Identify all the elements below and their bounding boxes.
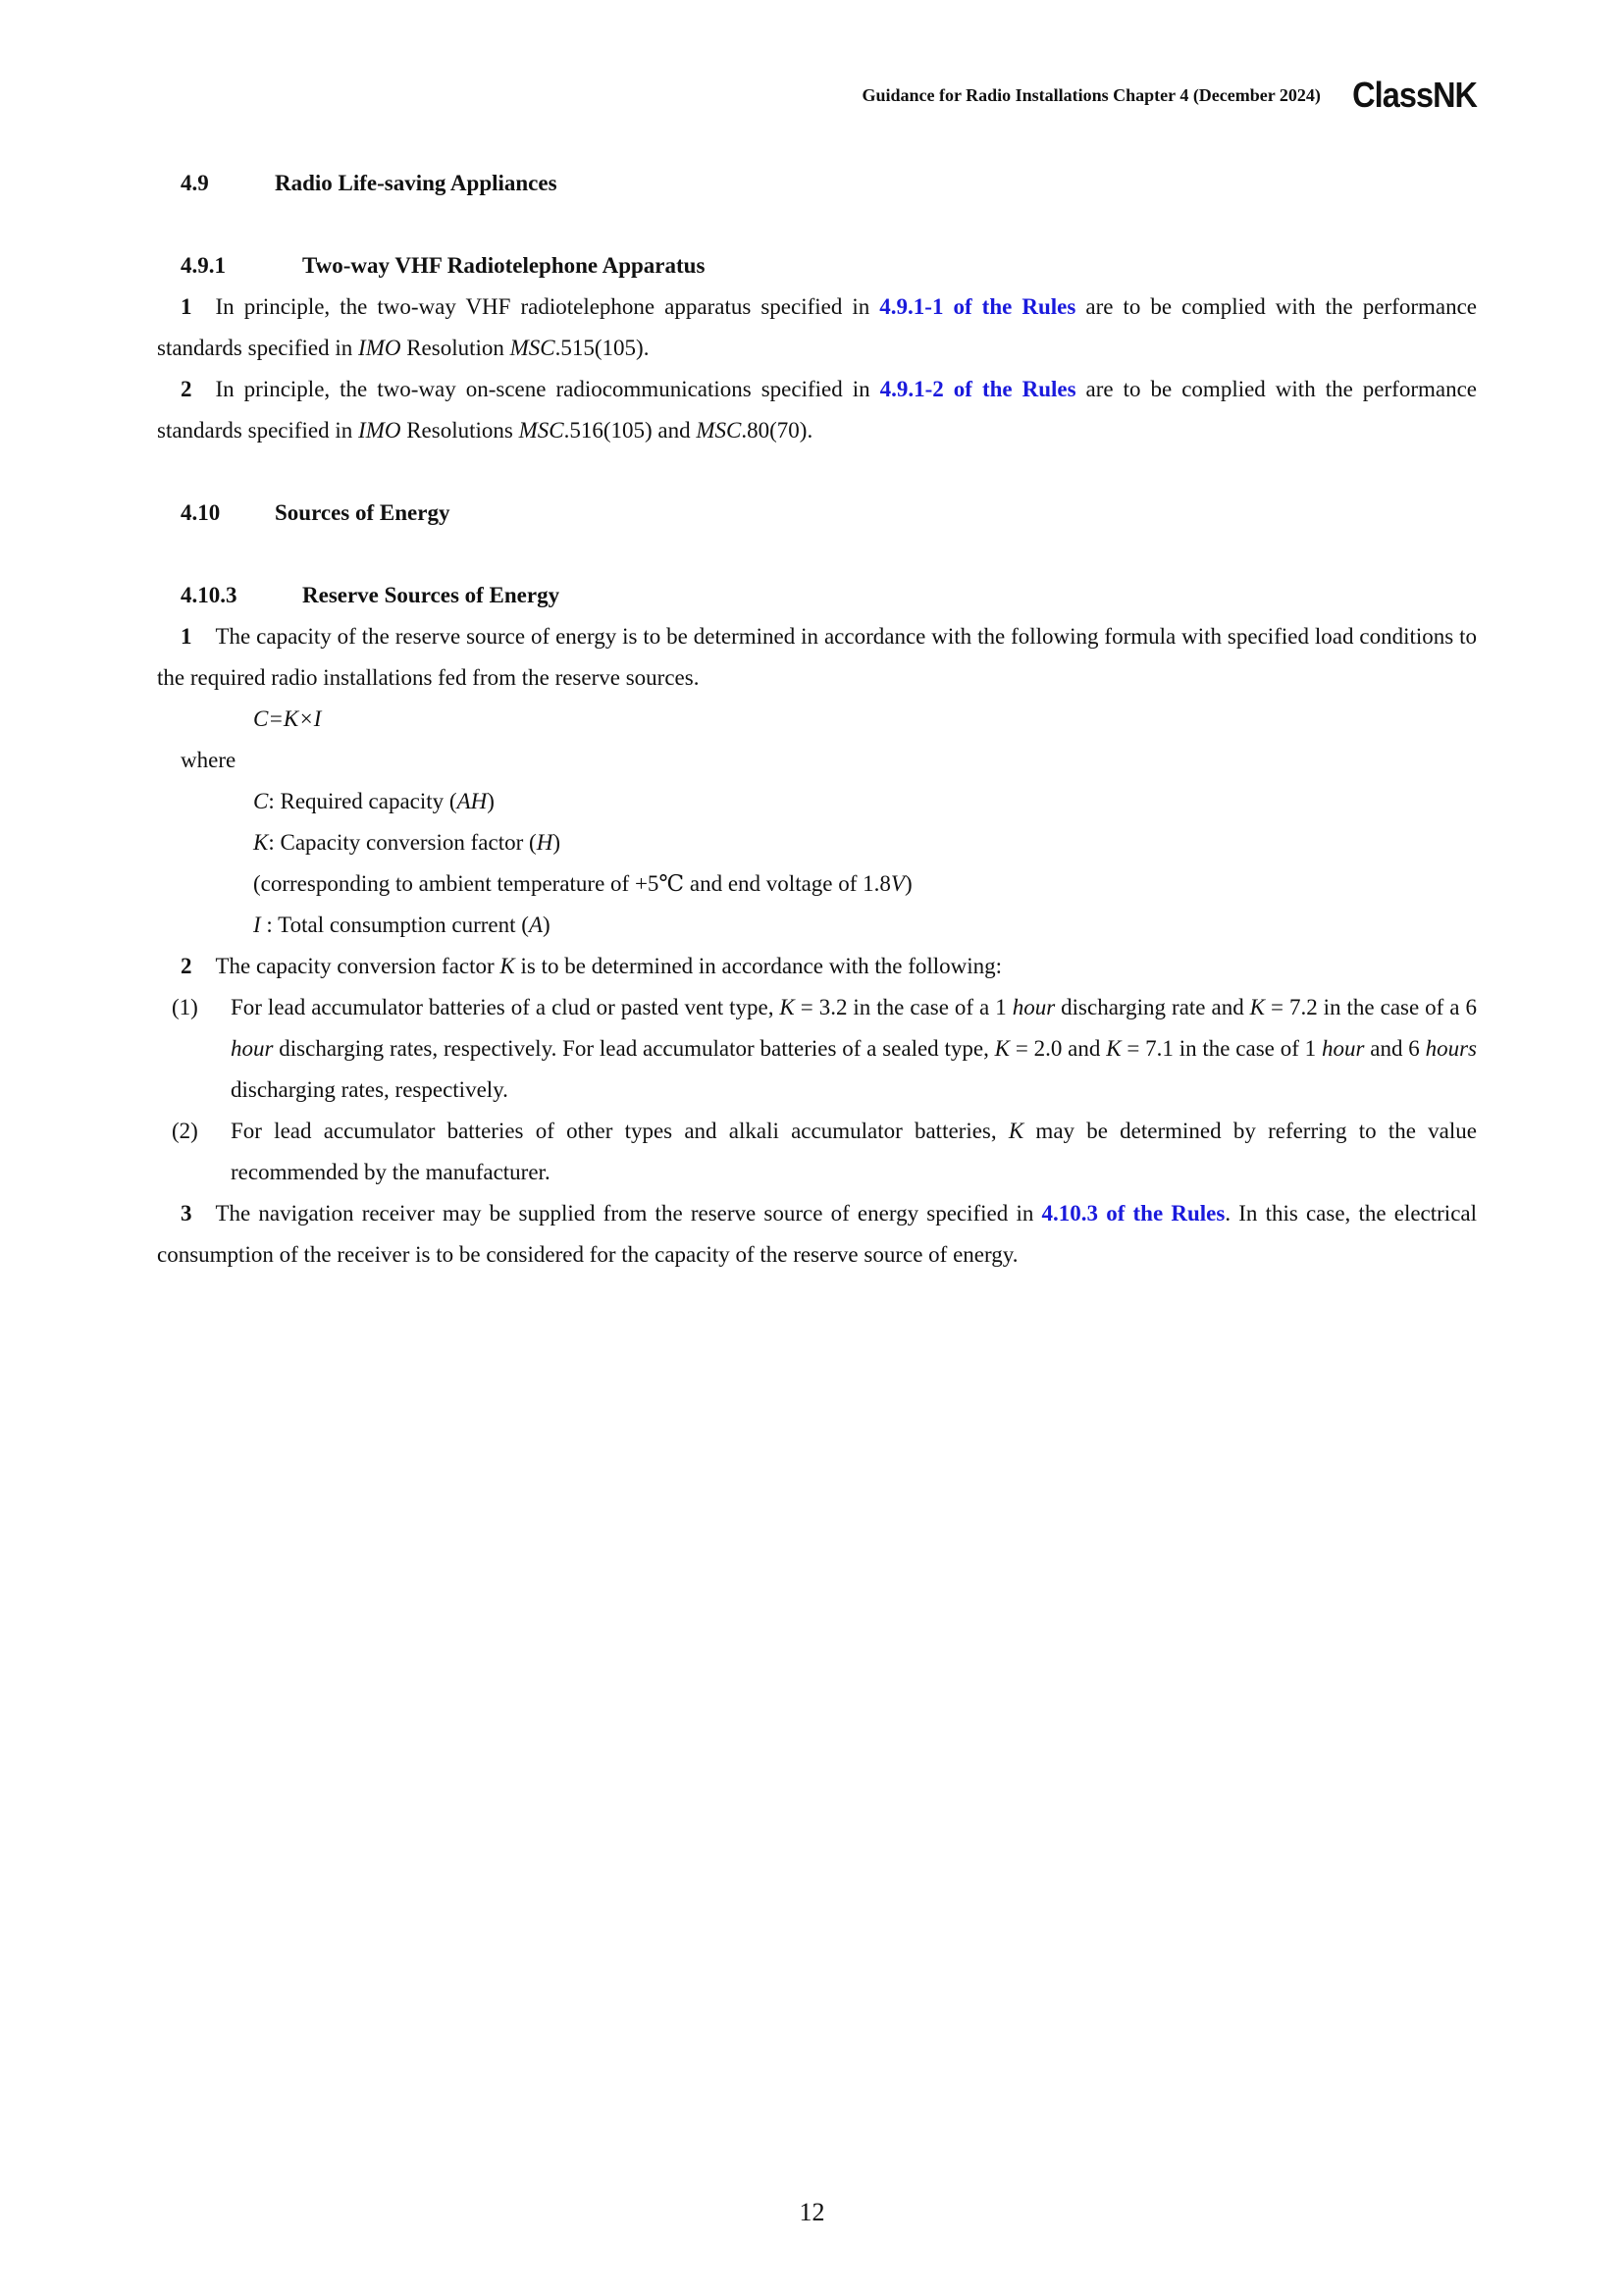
definition-k — [253, 822, 1477, 863]
rules-link-4-10-3[interactable]: 4.10.3 of the Rules — [1041, 1201, 1226, 1226]
section-heading-4-10 — [181, 493, 1477, 534]
list-item-text — [231, 1111, 1477, 1193]
definition-i — [253, 905, 1477, 946]
symbol-k: K — [499, 954, 515, 978]
section-heading-4-9 — [181, 163, 1477, 204]
list-item-2 — [172, 1111, 1477, 1193]
list-item-number: (2) — [172, 1119, 198, 1143]
paragraph-text: The navigation receiver may be supplied from the reserve source of energy specified in — [215, 1201, 1042, 1226]
symbol-k: K — [253, 830, 269, 855]
symbol-k: K — [779, 995, 795, 1019]
text: = 3.2 in the case of a 1 — [794, 995, 1013, 1019]
page-header — [862, 75, 1477, 116]
section-title: Radio Life-saving Appliances — [275, 171, 557, 195]
paragraph-number: 3 — [181, 1201, 192, 1226]
rules-link-4-9-1-1[interactable]: 4.9.1-1 of the Rules — [879, 294, 1076, 319]
imo-term: IMO — [358, 336, 401, 360]
definition-text: ) — [552, 830, 560, 855]
text: may be determined by referring to the value recommended by the manufacturer. — [231, 1119, 1477, 1184]
text: For lead accumulator batteries of other types and alkali accumulator batteries, — [231, 1119, 1009, 1143]
paragraph-number: 1 — [181, 624, 192, 649]
header-title: Guidance for Radio Installations Chapter 4 (December 2024) — [862, 84, 1321, 105]
definition-text: (corresponding to ambient temperature of +5℃ and end voltage of 1.8 — [253, 871, 891, 896]
paragraph-text: are to be complied with the performance standards specified in — [157, 294, 1477, 360]
hour-term: hour — [1321, 1036, 1365, 1061]
definition-text: : Capacity conversion factor ( — [268, 830, 537, 855]
section-number: 4.10 — [181, 500, 221, 525]
paragraph-text: The capacity of the reserve source of energy is to be determined in accordance with the following formula with specified load conditions to the required radio installations fed from the reserve sources. — [157, 624, 1477, 690]
paragraph-4-9-1-1 — [157, 287, 1477, 369]
symbol-k: K — [1008, 1119, 1024, 1143]
paragraph-4-10-3-2 — [157, 946, 1477, 987]
paragraph-number: 2 — [181, 377, 192, 401]
text: = 2.0 and — [1010, 1036, 1107, 1061]
text: discharging rates, respectively. For lead accumulator batteries of a sealed type, — [273, 1036, 995, 1061]
paragraph-text: .515(105). — [554, 336, 650, 360]
subsection-number: 4.9.1 — [181, 253, 226, 278]
section-title: Sources of Energy — [275, 500, 450, 525]
msc-term: MSC — [518, 418, 564, 443]
paragraph-4-10-3-3 — [157, 1193, 1477, 1276]
definition-text: : Required capacity ( — [268, 789, 457, 813]
text: discharging rate and — [1055, 995, 1250, 1019]
imo-term: IMO — [358, 418, 401, 443]
definition-text: ) — [543, 913, 550, 937]
text: and 6 — [1364, 1036, 1426, 1061]
symbol-k: K — [994, 1036, 1010, 1061]
list-item-1 — [172, 987, 1477, 1111]
subsection-heading-4-10-3 — [181, 575, 1477, 616]
definition-text: ) — [904, 871, 913, 896]
section-number: 4.9 — [181, 171, 209, 195]
text: discharging rates, respectively. — [231, 1077, 508, 1102]
capacity-formula: C=K×I — [253, 706, 322, 731]
hour-term: hour — [1012, 995, 1056, 1019]
paragraph-text: .80(70). — [741, 418, 813, 443]
hour-term: hour — [231, 1036, 274, 1061]
paragraph-text: is to be determined in accordance with the following: — [514, 954, 1003, 978]
symbol-c: C — [253, 789, 269, 813]
subsection-number: 4.10.3 — [181, 583, 237, 607]
paragraph-number: 1 — [181, 294, 192, 319]
definition-text: : Total consumption current ( — [260, 913, 529, 937]
subsection-heading-4-9-1 — [181, 245, 1477, 287]
subsection-title: Two-way VHF Radiotelephone Apparatus — [302, 253, 706, 278]
rules-link-4-9-1-2[interactable]: 4.9.1-2 of the Rules — [879, 377, 1076, 401]
paragraph-number: 2 — [181, 954, 192, 978]
unit: H — [536, 830, 553, 855]
document-body — [157, 163, 1477, 1276]
hour-term: hours — [1425, 1036, 1477, 1061]
unit: AH — [456, 789, 488, 813]
paragraph-text: . In this case, the electrical consumption of the receiver is to be considered for the capacity of the reserve source of energy. — [157, 1201, 1478, 1267]
msc-term: MSC — [509, 336, 555, 360]
paragraph-4-10-3-1 — [157, 616, 1477, 699]
paragraph-text: Resolutions — [400, 418, 519, 443]
paragraph-text: Resolution — [400, 336, 510, 360]
symbol-k: K — [1249, 995, 1266, 1019]
page-number: 12 — [799, 2198, 825, 2226]
text: = 7.1 in the case of 1 — [1121, 1036, 1322, 1061]
unit: A — [528, 913, 544, 937]
symbol-i: I — [253, 913, 261, 937]
definition-c — [253, 781, 1477, 822]
classnk-logo: ClassNK — [1352, 75, 1477, 115]
text: For lead accumulator batteries of a clud or pasted vent type, — [231, 995, 780, 1019]
unit: V — [890, 871, 905, 896]
definition-condition — [253, 863, 1477, 905]
subsection-title: Reserve Sources of Energy — [302, 583, 560, 607]
list-item-text — [231, 987, 1477, 1111]
list-item-number: (1) — [172, 995, 198, 1019]
paragraph-text: In principle, the two-way VHF radiotelephone apparatus specified in — [215, 294, 880, 319]
paragraph-text: are to be complied with the performance standards specified in — [157, 377, 1477, 443]
paragraph-text: .516(105) and — [563, 418, 697, 443]
msc-term: MSC — [696, 418, 742, 443]
paragraph-text: In principle, the two-way on-scene radiocommunications specified in — [215, 377, 880, 401]
where-label: where — [181, 748, 236, 772]
paragraph-text: The capacity conversion factor — [215, 954, 500, 978]
definition-text: ) — [487, 789, 495, 813]
paragraph-4-9-1-2 — [157, 369, 1477, 451]
symbol-k: K — [1106, 1036, 1122, 1061]
text: = 7.2 in the case of a 6 — [1265, 995, 1477, 1019]
